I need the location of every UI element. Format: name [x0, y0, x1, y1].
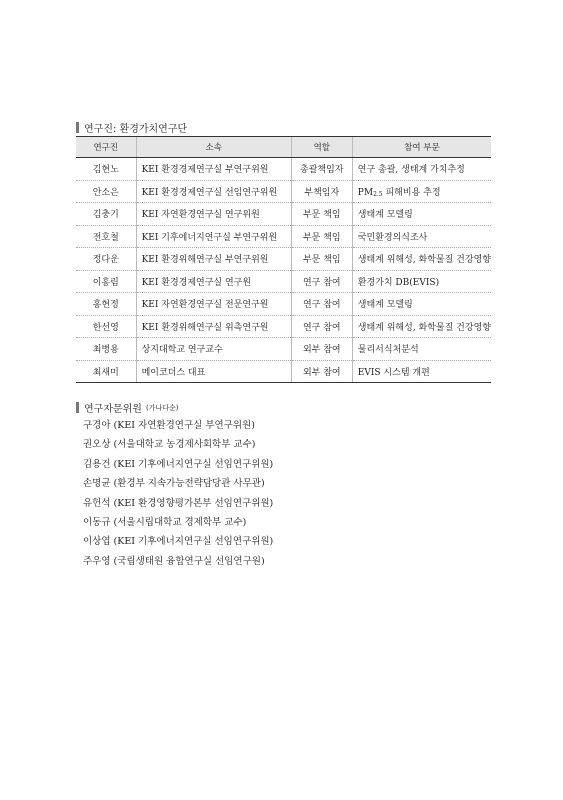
researcher-role: 연구 참여: [291, 315, 352, 338]
researcher-name: 김현노: [76, 158, 136, 181]
table-row: [76, 158, 491, 181]
researcher-role: 외부 참여: [291, 360, 352, 383]
researcher-name: 한선영: [76, 315, 136, 338]
researcher-area: 환경가치 DB(EVIS): [352, 270, 491, 293]
team-section-heading: [76, 120, 187, 135]
researcher-affiliation: 상지대학교 연구교수: [136, 338, 291, 361]
researcher-role: 총괄책임자: [291, 158, 352, 181]
researcher-affiliation: KEI 환경경제연구실 선임연구위원: [136, 180, 291, 203]
researcher-affiliation: 메이코더스 대표: [136, 360, 291, 383]
researcher-area: 생태계 모델링: [352, 293, 491, 316]
table-row: [76, 225, 491, 248]
researcher-affiliation: KEI 환경위해연구실 부연구위원: [136, 248, 291, 271]
list-item: 손명균 (환경부 지속가능전략담당관 사무관): [83, 478, 265, 490]
researcher-role: 부문 책임: [291, 248, 352, 271]
researcher-name: 정다운: [76, 248, 136, 271]
researcher-affiliation: KEI 환경경제연구실 부연구위원: [136, 158, 291, 181]
researcher-area: 연구 총괄, 생태계 가치추정: [352, 158, 491, 181]
list-item: 구경아 (KEI 자연환경연구실 부연구위원): [83, 420, 255, 431]
researcher-role: 부책임자: [291, 180, 352, 203]
advisors-section-heading: [76, 400, 178, 415]
researcher-role: 부문 책임: [291, 203, 352, 226]
researcher-area: EVIS 시스템 개편: [352, 360, 491, 383]
list-item: 권오상 (서울대학교 농경제사회학부 교수): [83, 439, 256, 451]
table-row: [76, 360, 491, 383]
table-row: [76, 338, 491, 361]
researcher-role: 부문 책임: [291, 225, 352, 248]
researcher-name: 최병용: [76, 338, 136, 361]
researcher-role: 연구 참여: [291, 270, 352, 293]
list-item: 유헌석 (KEI 환경영향평가본부 선임연구위원): [83, 497, 274, 509]
researcher-affiliation: KEI 환경위해연구실 위촉연구원: [136, 315, 291, 338]
table-row: [76, 293, 491, 316]
col-header-researcher: 연구진: [76, 137, 136, 158]
advisors-heading-text: 연구자문위원: [84, 404, 142, 415]
area-subscript: 2.5: [373, 190, 383, 198]
researcher-area: 물리서식처분석: [352, 338, 491, 361]
researcher-area: 생태계 모델링: [352, 203, 491, 226]
col-header-affiliation: 소속: [136, 137, 291, 158]
researcher-name: 홍현정: [76, 293, 136, 316]
table-header-row: [76, 137, 491, 158]
researcher-role: 연구 참여: [291, 293, 352, 316]
researcher-affiliation: KEI 기후에너지연구실 부연구위원: [136, 225, 291, 248]
research-team-table: [76, 136, 491, 383]
col-header-role: 역할: [291, 137, 352, 158]
researcher-affiliation: KEI 환경경제연구실 연구원: [136, 270, 291, 293]
table-row: [76, 270, 491, 293]
researcher-affiliation: KEI 자연환경연구실 전문연구원: [136, 293, 291, 316]
table-row: [76, 315, 491, 338]
list-item: 주우영 (국립생태원 융합연구실 선임연구원): [83, 555, 265, 567]
team-heading-text: 연구진: 환경가치연구단: [84, 124, 188, 135]
researcher-area: 생태계 위해성, 화학물질 건강영향: [352, 248, 491, 271]
researcher-name: 최새미: [76, 360, 136, 383]
heading-marker: [76, 122, 79, 133]
list-item: 김용건 (KEI 기후에너지연구실 선임연구위원): [83, 458, 274, 470]
researcher-name: 이홍림: [76, 270, 136, 293]
table-row: [76, 248, 491, 271]
advisors-order-note: (가나다순): [145, 403, 179, 412]
researcher-name: 전호철: [76, 225, 136, 248]
heading-marker: [76, 402, 79, 413]
col-header-area: 참여 부문: [352, 137, 491, 158]
advisor-list: [83, 416, 273, 571]
list-item: 이동규 (서울시립대학교 경제학부 교수): [83, 516, 247, 528]
researcher-area: [352, 180, 491, 203]
table-row: [76, 180, 491, 203]
researcher-area: 국민환경의식조사: [352, 225, 491, 248]
researcher-affiliation: KEI 자연환경연구실 연구위원: [136, 203, 291, 226]
area-text-prefix: PM: [357, 187, 374, 198]
researcher-role: 외부 참여: [291, 338, 352, 361]
area-text-suffix: 피해비용 추정: [382, 187, 441, 198]
researcher-name: 김충기: [76, 203, 136, 226]
table-row: [76, 203, 491, 226]
list-item: 이상엽 (KEI 기후에너지연구실 선임연구위원): [83, 536, 274, 548]
researcher-name: 안소은: [76, 180, 136, 203]
researcher-area: 생태계 위해성, 화학물질 건강영향: [352, 315, 491, 338]
